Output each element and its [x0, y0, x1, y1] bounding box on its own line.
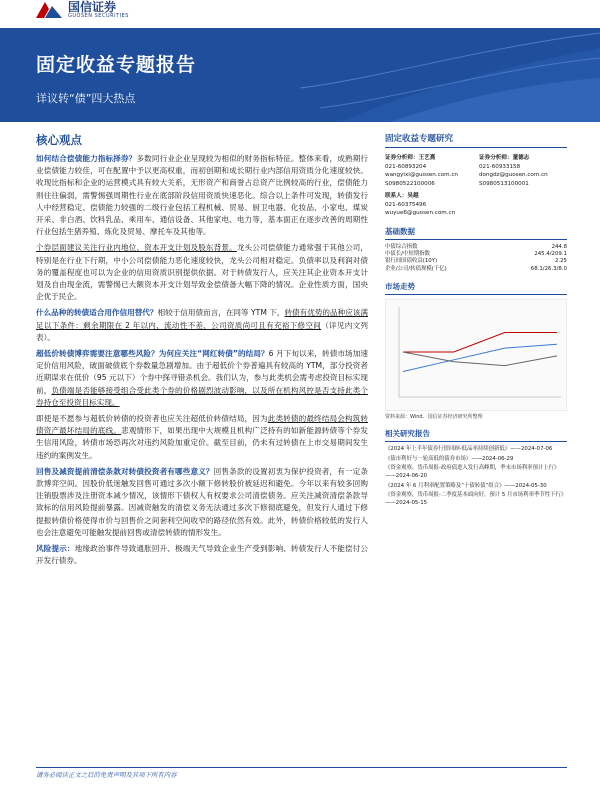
sidebar-title: 固定收益专题研究 [385, 132, 567, 148]
paragraph-5-text-b: 悲观情形下，如果出现中大规模且机构广泛持有的如新能源转债等个券发生信用风险，转债市场恐再次对违约风险加重定价。截至目前，仍未有过转债在上市交易期间发生违约的案例发生。 [36, 426, 369, 460]
paragraph-1 [36, 153, 368, 238]
analyst-phone: 021-60933158 [479, 163, 521, 170]
data-value: 244.8 [551, 243, 567, 250]
section-title: 核心观点 [36, 133, 82, 147]
brand-name-en: GUOSEN SECURITIES [68, 13, 129, 19]
related-report-link[interactable]: 《债市利好与一轮高低的债券市场》——2024-06-29 [385, 455, 514, 462]
brand-name: 国信证券 [68, 0, 117, 14]
analyst-cert: S0980513100001 [479, 180, 529, 187]
paragraph-2-text: 龙头公司偿债能力通常强于其他公司，特别是在行业下行期，中小公司偿债能力恶化速度较快，龙头公司相对稳定。负债率以及利润对债务的覆盖程度也可以为企业的信用资质识别提供依据。对于转债发行人，应关注其企业资本开支计划及自由现金流，需警惕已大额资本开支计划导致金偿债备大幅下降的情况。企业性质方面，国央企优于民企。 [36, 243, 369, 302]
risk-text: 地缘政治事件导致通胀回升、极端天气导致企业生产受到影响、转债发行人不能偿付公开发行债券。 [36, 544, 369, 566]
data-key: 中债长/中短期指数 [385, 250, 430, 257]
core-views [36, 132, 368, 572]
analyst-phone: 021-60893204 [385, 163, 427, 170]
analyst-email[interactable]: dongdz@guosen.com.cn [479, 172, 548, 178]
paragraph-5-text-a: 即使是不愿参与超低价转债的投资者也应关注超低价转债结局，因为 [36, 414, 268, 424]
sidebar [385, 132, 567, 509]
paragraph-3-text-b: （详见内文列表）。 [36, 320, 369, 342]
report-title: 固定收益专题报告 [36, 54, 197, 76]
analyst-cert: S0980522100006 [385, 180, 435, 187]
paragraph-4-text: 6 月下旬以来，转债市场加速定价信用风险，破面破债底个券数量急剧增加。由于超低价个券普遍具有较高的 YTM，部分投资者近期谋求在低价（95 元以下）个券中探寻错杀机会。我们认为，参与此类机会需考虑投资目标实现前， [36, 349, 368, 395]
paragraph-4 [36, 348, 368, 409]
brand-logo [36, 0, 129, 20]
question-3: 什么品种的转债适合用作信用替代？ [36, 308, 158, 318]
paragraph-6 [36, 466, 368, 539]
related-report-link[interactable]: 《2024 年 6 月利率配置策略及“十债转债”组合》——2024-05-30 [385, 482, 547, 489]
disclaimer-footer: 请务必阅读正文之后的免责声明及其项下所有内容 [36, 771, 177, 779]
question-6: 回售及减资提前清偿条款对转债投资者有哪些意义？ [36, 466, 214, 476]
footer-divider [36, 767, 567, 768]
data-key: 中债综合指数 [385, 243, 418, 250]
contact-name: 吴越 [407, 193, 419, 199]
market-trend-chart [385, 299, 567, 411]
related-report-link[interactable]: 《2024 年上半年债券行情回顾-低品率持续创新低》——2024-07-06 [385, 446, 553, 453]
analyst-card [385, 154, 473, 188]
paragraph-3-text-a: 相较于信用债而言，在同等 YTM 下， [157, 308, 285, 318]
market-trend-svg [385, 299, 567, 411]
market-trend-title: 市场走势 [385, 281, 567, 295]
banner-decoration [300, 28, 600, 122]
page-header [0, 0, 600, 28]
risk-warning [36, 543, 368, 567]
title-banner [0, 28, 600, 122]
basic-data-title: 基础数据 [385, 226, 567, 240]
contact-card [385, 192, 567, 218]
guosen-logo-icon [36, 0, 62, 20]
paragraph-2-highlight: 个券层面建议关注行业内地位、资本开支计划及股东背景。 [36, 243, 237, 253]
paragraph-5 [36, 413, 368, 462]
related-reports-title: 相关研究报告 [385, 428, 567, 442]
contact-phone: 021-60375496 [385, 201, 427, 208]
paragraph-3-highlight: 转债有优势的品种应该满足以下条件：剩余期限在 2 年以内、流动性不差、公司资质尚可且有充裕下修空间 [36, 308, 368, 330]
data-row [385, 266, 567, 273]
analyst-card [479, 154, 567, 188]
data-row [385, 244, 567, 251]
paragraph-4-highlight: 负债端是否能够接受组合受此类个券的价格剧烈波动影响，以及所在机构风控是否支持此类个券持仓至投资目标实现。 [36, 385, 369, 407]
related-reports-list [385, 446, 567, 507]
data-value: 68.1/26.3/8.0 [530, 265, 567, 272]
paragraph-6-text: 回售条款的设置初衷为保护投资者，有一定条款博弈空间。因股价低迷触发回售可通过多次小额下修转股价被延迟和避免。今年以来有较多回购注销股票涉及注册资本减少情况，该情形下债权人有权要求公司清偿债务。应关注减资清偿条款导致标的信用风险提前暴露。因减资触发的清偿义务无法通过多次下修彻底避免，但发行人通过下修提振转债价格使得市价与回售价之间套利空间收窄的路径依然有效。此外，转债价格较低的发行人也会注意避免可能触发提前回售或清偿转债的情形发生。 [36, 466, 369, 537]
analyst-role: 证券分析师： [479, 155, 513, 161]
basic-data-table [385, 244, 567, 274]
analyst-role: 证券分析师： [385, 155, 419, 161]
paragraph-3 [36, 307, 368, 344]
analyst-email[interactable]: wangyixi@guosen.com.cn [385, 172, 458, 178]
risk-label: 风险提示： [36, 544, 75, 554]
related-report-link[interactable]: 《资金观察，货币周报-二季度基本面向好，预计 5 月市场利率季节性下行》——2024-05-15 [385, 492, 567, 506]
contact-role: 联系人： [385, 193, 408, 199]
paragraph-5-highlight: 此类转债的最终结局会构筑转债资产最坏结局的底线。 [36, 414, 368, 436]
data-value: 245.4/209.1 [534, 250, 567, 257]
question-4: 超低价转债博弈需要注意哪些风险？为何应关注“网红转债”的结局？ [36, 349, 269, 359]
data-key: 企业/公司/转债规模(千亿) [385, 265, 447, 272]
analyst-name: 董德志 [512, 155, 530, 161]
paragraph-2 [36, 242, 368, 303]
analyst-list [385, 154, 567, 188]
data-value: 2.25 [554, 258, 567, 265]
chart-source: 资料来源：Wind、国信证券经济研究所整理 [385, 414, 483, 421]
analyst-name: 王艺熹 [418, 155, 436, 161]
report-subtitle: 详议转“债”四大热点 [36, 92, 136, 105]
data-row [385, 258, 567, 265]
data-key: 银行间国债收益(10Y) [385, 258, 438, 265]
question-1: 如何结合偿债能力指标择券？ [36, 154, 137, 163]
related-report-link[interactable]: 《资金观察，货币周报-政府债进入发行高峰期，季末市场利率预计上行》——2024-06-20 [385, 465, 560, 479]
paragraph-1-text: 多数同行业企业呈现较为相似的财务指标特征。整体来看，成熟期行业偿债能力较佳，可在配置中予以更高权重，而初创期和成长期行业内部信用资质分化速度较快。收现比指标和企业的运营模式具有较大关系，无形资产和商誉占总资产比例较高的行业，偿债能力则往往偏弱，需警惕强周期性行业在底部阶段信用资质快速恶化。综合以上条件可发现，转债发行人中经营稳定、偿债能力较强的二级行业包括工程机械、贸易、厨卫电器、化妆品、小家电、煤炭开采、非白酒、饮料乳品、乘用车、通信设备、其他家电、电力等，基本面正在逐步改善的周期性行业包括生猪养殖、炼化及贸易、摩托车及其他等。 [36, 154, 369, 237]
contact-email[interactable]: wuyue6@guosen.com.cn [385, 210, 456, 216]
